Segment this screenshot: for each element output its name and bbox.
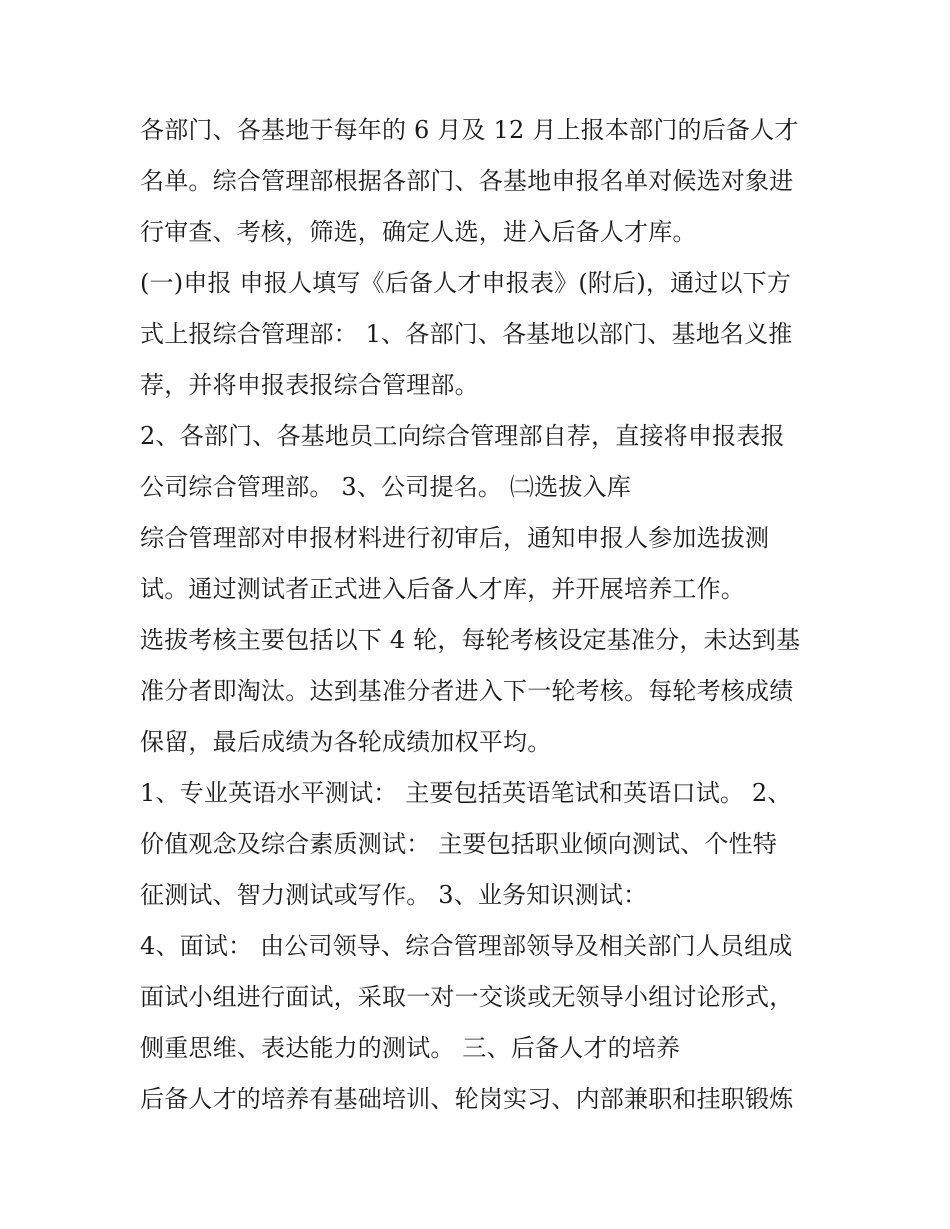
document-body	[140, 105, 830, 1125]
text-line-7: 2、各部门、各基地员工向综合管理部自荐，直接将申报表报	[140, 422, 785, 450]
text-line-19: 侧重思维、表达能力的测试。 三、后备人才的培养	[140, 1034, 681, 1062]
text-line-20: 后备人才的培养有基础培训、轮岗实习、内部兼职和挂职锻炼	[140, 1085, 794, 1113]
text-line-8: 公司综合管理部。 3、公司提名。 ㈡选拔入库	[140, 473, 631, 501]
text-line-2: 名单。综合管理部根据各部门、各基地申报名单对候选对象进	[140, 167, 794, 195]
text-line-6: 荐，并将申报表报综合管理部。	[140, 371, 479, 399]
text-line-18: 面试小组进行面试，采取一对一交谈或无领导小组讨论形式，	[140, 983, 794, 1011]
text-line-10: 试。通过测试者正式进入后备人才库，并开展培养工作。	[140, 575, 745, 603]
text-line-3: 行审查、考核，筛选，确定人选，进入后备人才库。	[140, 218, 697, 246]
text-line-5: 式上报综合管理部： 1、各部门、各基地以部门、基地名义推	[140, 320, 793, 348]
text-line-15: 价值观念及综合素质测试： 主要包括职业倾向测试、个性特	[140, 830, 778, 858]
text-line-11: 选拔考核主要包括以下 4 轮，每轮考核设定基准分，未达到基	[140, 626, 801, 654]
text-line-1: 各部门、各基地于每年的 6 月及 12 月上报本部门的后备人才	[140, 116, 799, 144]
text-line-14: 1、专业英语水平测试： 主要包括英语笔试和英语口试。 2、	[140, 779, 792, 807]
text-line-17: 4、面试： 由公司领导、综合管理部领导及相关部门人员组成	[140, 932, 793, 960]
text-line-16: 征测试、智力测试或写作。 3、业务知识测试：	[140, 881, 648, 909]
text-line-9: 综合管理部对申报材料进行初审后，通知申报人参加选拔测	[140, 524, 770, 552]
text-line-4: (一)申报 申报人填写《后备人才申报表》(附后)，通过以下方	[140, 269, 792, 297]
text-line-12: 准分者即淘汰。达到基准分者进入下一轮考核。每轮考核成绩	[140, 677, 794, 705]
text-line-13: 保留，最后成绩为各轮成绩加权平均。	[140, 728, 552, 756]
